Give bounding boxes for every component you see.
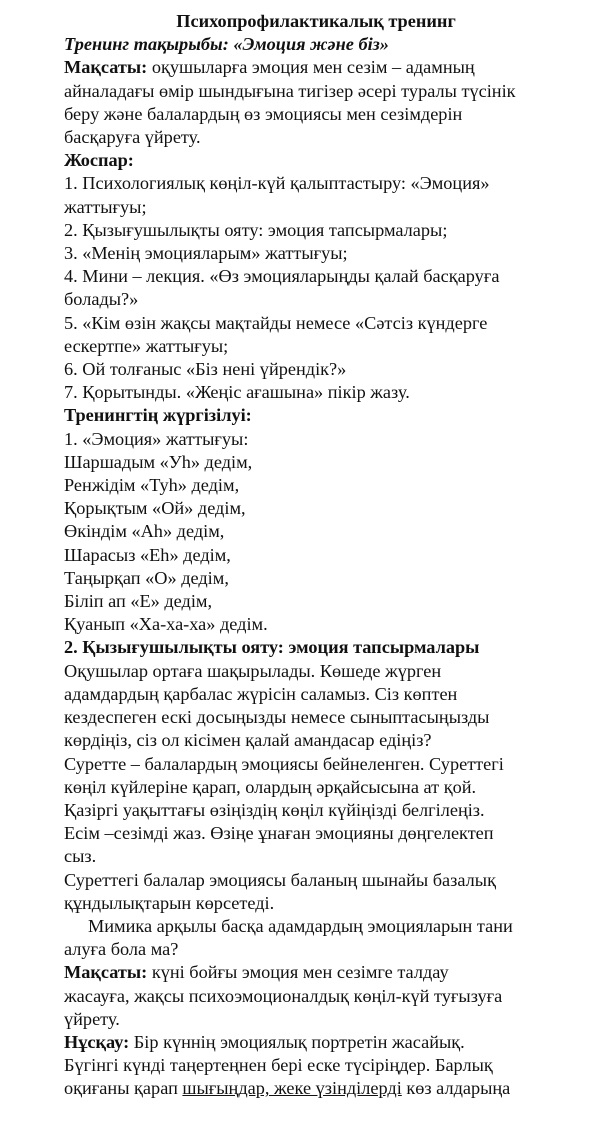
instruction-text-line: Бүгінгі күнді таңертеңнен бері еске түсіріңдер. Барлық (64, 1055, 493, 1076)
instruction-text: көз алдарыңа (401, 1078, 511, 1099)
conduct-line: Қорықтым «Ой» дедім, (64, 498, 246, 519)
section2-heading: 2. Қызығушылықты ояту: эмоция тапсырмалары (64, 637, 480, 658)
conduct-line: Ренжідім «Туһ» дедім, (64, 475, 240, 496)
goal-text-line: беру және балалардың өз эмоциясы мен сезімдерін (64, 103, 463, 124)
plan-line: болады?» (64, 289, 139, 310)
goal-text-line: күні бойғы эмоция мен сезімге талдау (147, 962, 449, 983)
section2-indented-line: Мимика арқылы басқа адамдардың эмоцияларын тани (88, 915, 513, 936)
training-topic: Тренинг тақырыбы: «Эмоция және біз» (64, 34, 389, 55)
document-title: Психопрофилактикалық тренинг (176, 11, 456, 31)
section2-line: құндылықтарын көрсетеді. (64, 892, 275, 913)
conduct-heading: Тренингтің жүргізілуі: (64, 405, 252, 426)
plan-line: 1. Психологиялық көңіл-күй қалыптастыру: «Эмоция» (64, 173, 490, 194)
section2-line: сыз. (64, 846, 97, 867)
conduct-line: Өкіндім «Аһ» дедім, (64, 521, 225, 542)
interest-section (64, 636, 564, 961)
plan-line: жаттығуы; (64, 196, 147, 217)
instruction-text-line (64, 1077, 564, 1100)
conduct-line: 1. «Эмоция» жаттығуы: (64, 428, 249, 449)
plan-line: 5. «Кім өзін жақсы мақтайды немесе «Сәтсіз күндерге (64, 312, 488, 333)
conduct-line: Шаршадым «Уһ» дедім, (64, 451, 253, 472)
conduct-line: Таңырқап «О» дедім, (64, 567, 229, 588)
plan-line: 2. Қызығушылықты ояту: эмоция тапсырмалары; (64, 219, 448, 240)
section2-line: көрдіңіз, сіз ол кісімен қалай амандасар едіңіз? (64, 730, 432, 751)
goal-text-line: оқушыларға эмоция мен сезім – адамның (147, 57, 475, 78)
goal-label: Мақсаты: (64, 57, 148, 78)
section2-line: Оқушылар ортаға шақырылады. Көшеде жүрген (64, 660, 442, 681)
plan-line: 4. Мини – лекция. «Өз эмоцияларыңды қалай басқаруға (64, 266, 500, 287)
section2-line: көңіл күйлеріне қарап, олардың әрқайсысына ат қой. (64, 776, 477, 797)
section2-line: Есім –сезімді жаз. Өзіңе ұнаған эмоцияны дөңгелектеп (64, 823, 494, 844)
conduct-section (64, 404, 564, 636)
instruction-paragraph (64, 1031, 564, 1101)
conduct-line: Қуанып «Ха-ха-ха» дедім. (64, 614, 268, 635)
plan-line: 3. «Менің эмоцияларым» жаттығуы; (64, 243, 348, 264)
conduct-line: Біліп ап «Е» дедім, (64, 591, 213, 612)
section2-line: Суретте – балалардың эмоциясы бейнеленген. Суреттегі (64, 753, 504, 774)
section2-line: кездеспеген ескі досыңызды немесе сыныптасыңызды (64, 707, 490, 728)
section2-line: адамдардың қарбалас жүрісін саламыз. Сіз көптен (64, 683, 458, 704)
goal-text-line: басқаруға үйрету. (64, 127, 201, 148)
underlined-text: шығыңдар, жеке үзінділерді (182, 1078, 402, 1099)
goal-text-line: үйрету. (64, 1008, 120, 1029)
goal-paragraph (64, 961, 564, 1031)
section2-line: алуға бола ма? (64, 939, 179, 960)
goal-label: Мақсаты: (64, 962, 148, 983)
conduct-line: Шарасыз «Еһ» дедім, (64, 544, 231, 565)
plan-line: 6. Ой толғаныс «Біз нені үйрендік?» (64, 359, 347, 380)
section2-line: Қазіргі уақыттағы өзіңіздің көңіл күйіңізді белгілеңіз. (64, 799, 485, 820)
instruction-text: Бір күннің эмоциялық портретін жасайық. (129, 1031, 465, 1052)
goal-text-line: айналадағы өмір шындығына тигізер әсері туралы түсінік (64, 80, 516, 101)
plan-heading: Жоспар: (64, 150, 134, 171)
instruction-text: оқиғаны қарап (64, 1078, 183, 1099)
plan-section (64, 149, 564, 404)
goal-text-line: жасауға, жақсы психоэмоционалдық көңіл-күй туғызуға (64, 985, 503, 1006)
section2-line: Суреттегі балалар эмоциясы баланың шынайы базалық (64, 869, 496, 890)
plan-line: 7. Қорытынды. «Жеңіс ағашына» пікір жазу. (64, 382, 410, 403)
plan-line: ескертпе» жаттығуы; (64, 335, 229, 356)
instruction-label: Нұсқау: (64, 1031, 130, 1052)
goal-paragraph (64, 56, 564, 149)
